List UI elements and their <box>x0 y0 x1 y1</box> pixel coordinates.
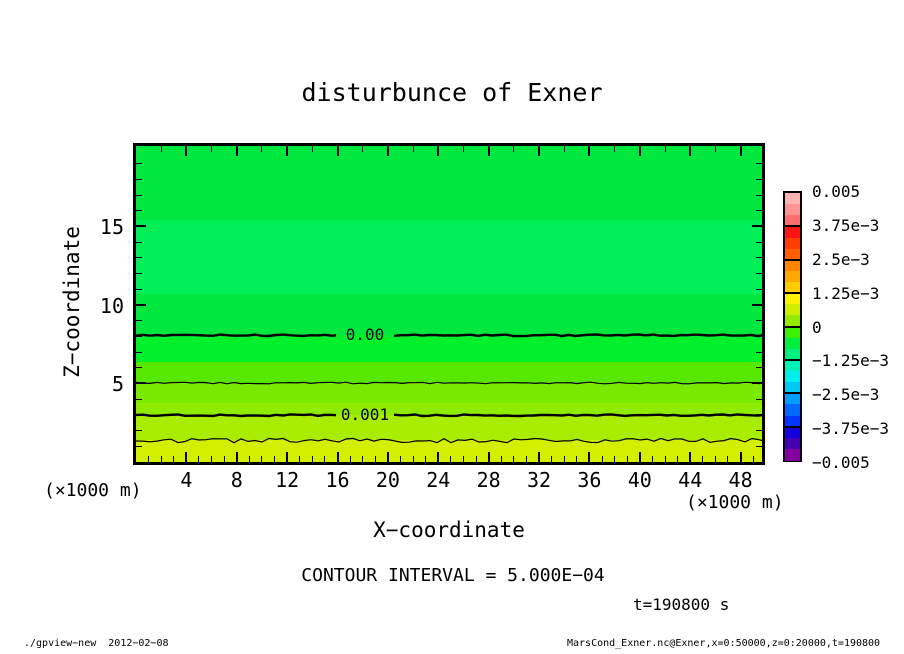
axis-tick <box>387 146 389 156</box>
axis-tick <box>425 456 426 462</box>
axis-tick <box>753 456 754 462</box>
axis-tick <box>756 336 762 337</box>
colorbar-tick-label: 0.005 <box>812 182 861 201</box>
colorbar-tick-label: −3.75e−3 <box>812 419 890 439</box>
axis-tick <box>756 367 762 368</box>
figure-title: disturbunce of Exner <box>301 78 603 107</box>
axis-tick <box>173 456 174 462</box>
axis-tick <box>756 430 762 431</box>
axis-tick <box>413 146 414 152</box>
colorbar-cell <box>785 271 800 283</box>
axis-tick <box>756 352 762 353</box>
axis-tick <box>488 146 490 156</box>
colorbar-separator <box>785 259 800 261</box>
colorbar-cell <box>785 204 800 216</box>
axis-tick <box>136 430 142 431</box>
axis-tick <box>362 146 363 152</box>
axis-tick <box>136 320 142 321</box>
colorbar-cell <box>785 293 800 305</box>
axis-tick <box>337 452 339 462</box>
contour-line <box>394 414 762 416</box>
colorbar-tick-label: −0.005 <box>812 453 870 472</box>
axis-tick <box>614 146 615 152</box>
colorbar-cell <box>785 338 800 350</box>
x-axis-tick-label: 16 <box>325 468 350 492</box>
axis-tick <box>715 146 716 152</box>
colorbar-separator <box>785 292 800 294</box>
contour-line <box>394 335 762 337</box>
contour-plot-area <box>133 143 765 465</box>
colorbar-separator <box>785 326 800 328</box>
colorbar-cell <box>785 393 800 405</box>
colorbar-cell <box>785 449 800 461</box>
axis-tick <box>689 146 691 156</box>
y-axis-title: Z−coordinate <box>60 226 84 378</box>
contour-line <box>136 414 336 416</box>
x-axis-tick-label: 12 <box>275 468 300 492</box>
colorbar-cell <box>785 226 800 238</box>
colorbar-tick-label: 0 <box>812 317 822 337</box>
x-axis-tick-label: 8 <box>230 468 243 492</box>
axis-tick <box>211 456 212 462</box>
axis-tick <box>450 456 451 462</box>
axis-tick <box>211 146 212 152</box>
axis-tick <box>261 146 262 152</box>
axis-tick <box>261 456 262 462</box>
axis-tick <box>136 414 142 415</box>
axis-tick <box>752 382 762 384</box>
x-unit-label-left: (×1000 m) <box>44 480 142 501</box>
colorbar-separator <box>785 225 800 227</box>
colorbar-cell <box>785 427 800 439</box>
axis-tick <box>324 456 325 462</box>
axis-tick <box>362 456 363 462</box>
y-axis-tick-label: 10 <box>99 293 124 318</box>
axis-tick <box>136 336 142 337</box>
x-axis-tick-label: 48 <box>728 468 753 492</box>
axis-tick <box>639 146 641 156</box>
colorbar-cell <box>785 371 800 383</box>
axis-tick <box>715 456 716 462</box>
x-axis-tick-label: 40 <box>627 468 652 492</box>
axis-tick <box>136 273 142 274</box>
colorbar-tick-label: −2.5e−3 <box>812 385 880 405</box>
x-axis-tick-label: 28 <box>476 468 501 492</box>
axis-tick <box>501 456 502 462</box>
axis-tick <box>274 456 275 462</box>
axis-tick <box>286 452 288 462</box>
axis-tick <box>756 195 762 196</box>
axis-tick <box>488 452 490 462</box>
axis-tick <box>437 146 439 156</box>
colorbar-separator <box>785 359 800 361</box>
footer-source-info: MarsCond_Exner.nc@Exner,x=0:50000,z=0:20000,t=190800 <box>567 638 881 649</box>
axis-tick <box>689 452 691 462</box>
axis-tick <box>756 399 762 400</box>
axis-tick <box>286 146 288 156</box>
x-axis-tick-label: 32 <box>527 468 552 492</box>
axis-tick <box>312 456 313 462</box>
axis-tick <box>756 242 762 243</box>
colorbar-separator <box>785 426 800 428</box>
axis-tick <box>602 456 603 462</box>
axis-tick <box>136 210 142 211</box>
axis-tick <box>236 452 238 462</box>
axis-tick <box>614 456 615 462</box>
x-axis-tick-label: 4 <box>180 468 193 492</box>
axis-tick <box>136 163 142 164</box>
axis-tick <box>375 456 376 462</box>
axis-tick <box>437 452 439 462</box>
colorbar-cell <box>785 438 800 450</box>
axis-tick <box>756 414 762 415</box>
contour-line-label: 0.00 <box>345 325 385 345</box>
axis-tick <box>400 456 401 462</box>
axis-tick <box>463 456 464 462</box>
axis-tick <box>526 456 527 462</box>
axis-tick <box>185 452 187 462</box>
axis-tick <box>224 456 225 462</box>
x-axis-tick-label: 24 <box>426 468 451 492</box>
plot-canvas <box>136 146 762 462</box>
colorbar-cell <box>785 193 800 205</box>
colorbar-cell <box>785 404 800 416</box>
axis-tick <box>136 289 142 290</box>
colorbar-tick-label: 2.5e−3 <box>812 249 870 269</box>
axis-tick <box>136 179 142 180</box>
axis-tick <box>756 257 762 258</box>
axis-tick <box>312 146 313 152</box>
colorbar <box>783 191 802 462</box>
axis-tick <box>564 146 565 152</box>
colorbar-cell <box>785 304 800 316</box>
axis-tick <box>136 225 146 227</box>
axis-tick <box>665 456 666 462</box>
colorbar-cell <box>785 327 800 339</box>
axis-tick <box>740 146 742 156</box>
axis-tick <box>756 210 762 211</box>
contour-interval-note: CONTOUR INTERVAL = 5.000E−04 <box>301 565 605 586</box>
colorbar-cell <box>785 260 800 272</box>
colorbar-tick-label: −1.25e−3 <box>812 351 890 371</box>
axis-tick <box>665 146 666 152</box>
axis-tick <box>136 399 142 400</box>
axis-tick <box>350 456 351 462</box>
axis-tick <box>564 456 565 462</box>
x-axis-tick-label: 44 <box>678 468 703 492</box>
axis-tick <box>639 452 641 462</box>
axis-tick <box>136 304 146 306</box>
axis-tick <box>756 289 762 290</box>
axis-tick <box>337 146 339 156</box>
axis-tick <box>236 146 238 156</box>
axis-tick <box>136 367 142 368</box>
colorbar-separator <box>785 392 800 394</box>
axis-tick <box>463 146 464 152</box>
axis-tick <box>652 456 653 462</box>
axis-tick <box>740 452 742 462</box>
axis-tick <box>756 163 762 164</box>
axis-tick <box>576 456 577 462</box>
y-axis-tick-label: 15 <box>99 215 124 240</box>
contour-line <box>136 438 762 442</box>
colorbar-tick-label: 3.75e−3 <box>812 215 880 235</box>
axis-tick <box>136 242 142 243</box>
contour-lines <box>136 146 762 462</box>
axis-tick <box>756 320 762 321</box>
axis-tick <box>161 456 162 462</box>
axis-tick <box>756 179 762 180</box>
time-label: t=190800 s <box>633 595 730 614</box>
axis-tick <box>136 382 146 384</box>
axis-tick <box>136 195 142 196</box>
axis-tick <box>513 456 514 462</box>
colorbar-tick-label: 1.25e−3 <box>812 283 880 303</box>
contour-line-label: 0.001 <box>340 405 390 425</box>
axis-tick <box>752 225 762 227</box>
axis-tick <box>588 452 590 462</box>
axis-tick <box>476 456 477 462</box>
colorbar-cell <box>785 238 800 250</box>
axis-tick <box>756 446 762 447</box>
axis-tick <box>702 456 703 462</box>
axis-tick <box>413 456 414 462</box>
axis-tick <box>136 352 142 353</box>
colorbar-cell <box>785 360 800 372</box>
x-unit-label-right: (×1000 m) <box>686 492 784 513</box>
axis-tick <box>752 304 762 306</box>
contour-line <box>136 335 336 336</box>
axis-tick <box>727 456 728 462</box>
axis-tick <box>756 273 762 274</box>
axis-tick <box>538 146 540 156</box>
footer-command-date: ./gpview−new 2012−02−08 <box>24 638 169 649</box>
axis-tick <box>185 146 187 156</box>
y-axis-tick-label: 5 <box>111 372 124 397</box>
axis-tick <box>627 456 628 462</box>
x-axis-tick-label: 36 <box>577 468 602 492</box>
axis-tick <box>387 452 389 462</box>
axis-tick <box>161 146 162 152</box>
axis-tick <box>249 456 250 462</box>
axis-tick <box>513 146 514 152</box>
axis-tick <box>677 456 678 462</box>
axis-tick <box>299 456 300 462</box>
axis-tick <box>198 456 199 462</box>
axis-tick <box>538 452 540 462</box>
x-axis-tick-label: 20 <box>375 468 400 492</box>
axis-tick <box>588 146 590 156</box>
contour-line <box>136 382 762 384</box>
axis-tick <box>551 456 552 462</box>
axis-tick <box>136 446 142 447</box>
x-axis-title: X−coordinate <box>373 518 525 542</box>
axis-tick <box>148 456 149 462</box>
axis-tick <box>136 257 142 258</box>
